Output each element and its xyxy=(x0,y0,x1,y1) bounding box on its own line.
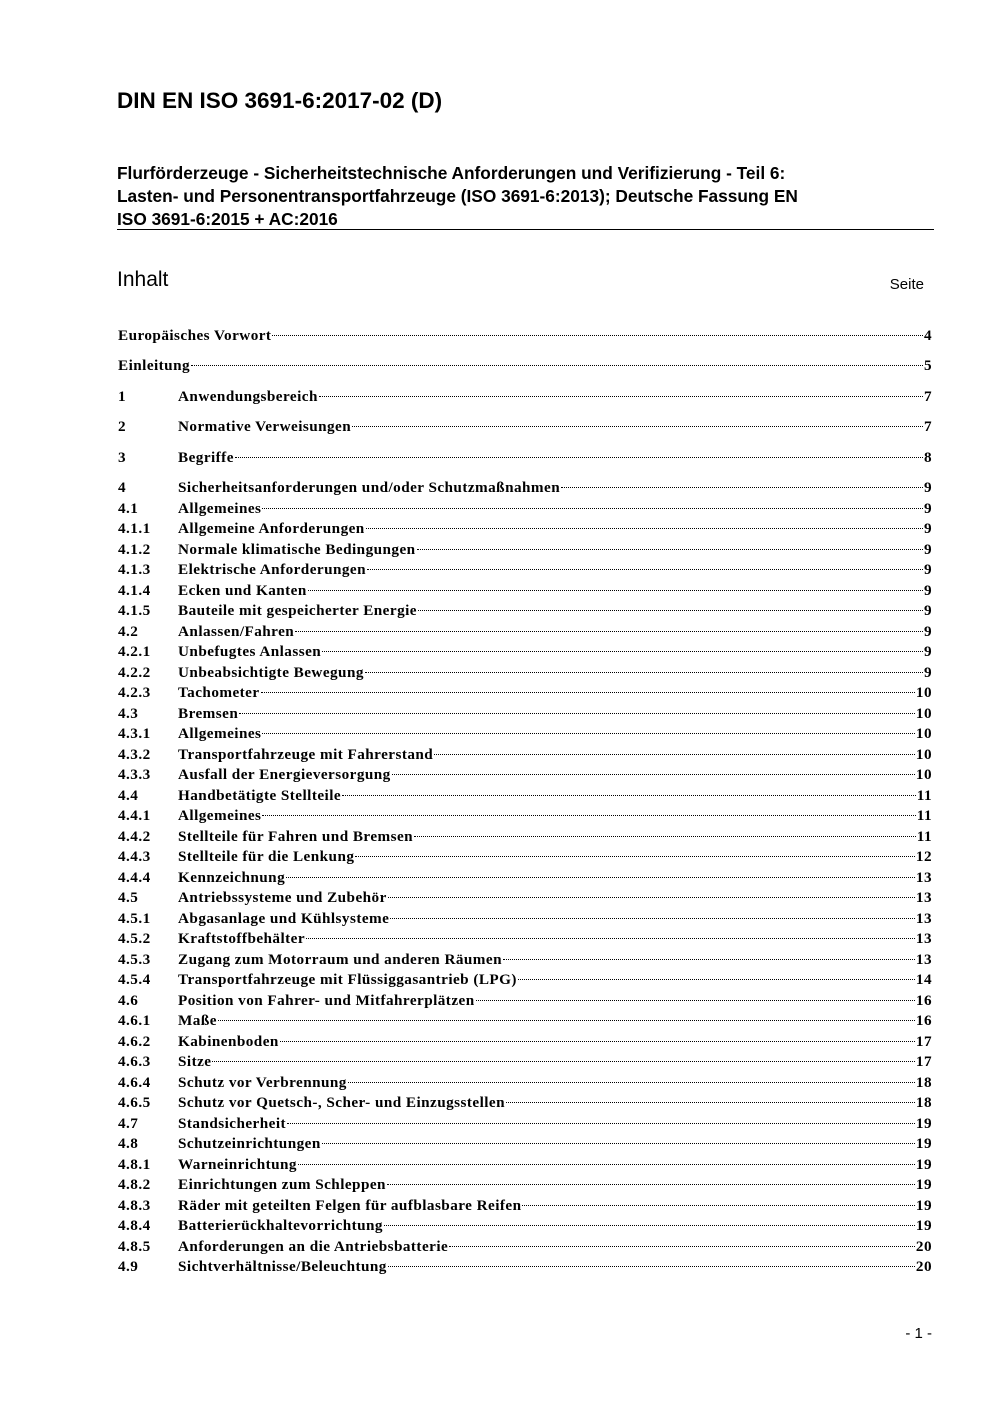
toc-entry-label: Tachometer xyxy=(178,684,260,701)
toc-entry-page: 4 xyxy=(923,327,932,344)
toc-entry-number: 4.2.1 xyxy=(118,643,151,660)
toc-dot-leader xyxy=(414,836,916,837)
toc-entry[interactable] xyxy=(118,387,932,407)
toc-dot-leader xyxy=(506,1102,915,1103)
toc-entry-page: 12 xyxy=(915,848,932,865)
toc-dot-leader xyxy=(348,1082,915,1083)
toc-entry[interactable] xyxy=(118,1175,932,1195)
toc-entry-page: 19 xyxy=(915,1217,932,1234)
toc-entry-label: Abgasanlage und Kühlsysteme xyxy=(178,909,390,927)
toc-entry-page: 19 xyxy=(915,1196,932,1214)
toc-entry-number: 4.2.2 xyxy=(118,663,151,681)
toc-dot-leader xyxy=(319,396,923,397)
toc-entry-label: Begriffe xyxy=(178,449,234,466)
toc-entry-number: 4 xyxy=(118,479,127,496)
toc-dot-leader xyxy=(298,1164,915,1165)
toc-entry-label: Kabinenboden xyxy=(178,1032,279,1050)
page-number: - 1 - xyxy=(905,1325,932,1342)
toc-dot-leader xyxy=(388,1266,915,1267)
toc-entry-number: 4.5.4 xyxy=(118,971,151,988)
toc-entry[interactable] xyxy=(118,745,932,765)
toc-entry-page: 10 xyxy=(915,725,932,742)
toc-entry-label: Schutz vor Verbrennung xyxy=(178,1073,347,1091)
title-divider xyxy=(117,229,934,230)
toc-entry-label: Antriebssysteme und Zubehör xyxy=(178,889,387,906)
toc-entry-number: 4.8 xyxy=(118,1135,139,1152)
document-title: DIN EN ISO 3691-6:2017-02 (D) xyxy=(117,88,443,113)
toc-entry-label: Ausfall der Energieversorgung xyxy=(178,766,391,783)
toc-entry-page: 9 xyxy=(923,561,932,578)
toc-entry-page: 19 xyxy=(915,1114,932,1132)
toc-entry-number: 4.4.1 xyxy=(118,807,151,824)
toc-entry[interactable] xyxy=(118,704,932,724)
toc-dot-leader xyxy=(434,754,915,755)
toc-entry-number: 4.8.1 xyxy=(118,1155,151,1173)
toc-entry-label: Transportfahrzeuge mit Flüssiggasantrieb (LPG) xyxy=(178,971,517,988)
toc-dot-leader xyxy=(518,979,915,980)
toc-entry[interactable] xyxy=(118,806,932,826)
toc-entry-number: 4.2.3 xyxy=(118,684,151,701)
toc-entry[interactable] xyxy=(118,1052,932,1072)
toc-entry[interactable] xyxy=(118,478,932,498)
toc-dot-leader xyxy=(388,897,915,898)
toc-entry-number: 4.1.5 xyxy=(118,602,151,619)
toc-entry-number: 1 xyxy=(118,388,127,405)
toc-entry-number: 4.1.4 xyxy=(118,581,151,599)
toc-entry[interactable] xyxy=(118,683,932,703)
toc-entry-page: 10 xyxy=(915,766,932,783)
toc-entry[interactable] xyxy=(118,499,932,519)
toc-entry[interactable] xyxy=(118,991,932,1011)
toc-entry-number: 4.8.2 xyxy=(118,1176,151,1193)
toc-entry-label: Kennzeichnung xyxy=(178,868,286,886)
toc-entry-label: Anwendungsbereich xyxy=(178,388,318,405)
toc-entry[interactable] xyxy=(118,1196,932,1216)
toc-entry[interactable] xyxy=(118,1114,932,1134)
toc-entry[interactable] xyxy=(118,663,932,683)
toc-entry[interactable] xyxy=(118,417,932,437)
toc-dot-leader xyxy=(218,1020,915,1021)
toc-entry-number: 4.4.3 xyxy=(118,848,151,865)
toc-dot-leader xyxy=(384,1225,915,1226)
toc-entry-page: 11 xyxy=(916,786,932,804)
toc-entry-page: 10 xyxy=(915,704,932,722)
toc-dot-leader xyxy=(191,365,923,366)
toc-entry-label: Europäisches Vorwort xyxy=(118,327,272,344)
toc-entry-label: Warneinrichtung xyxy=(178,1155,297,1173)
toc-entry-page: 10 xyxy=(915,745,932,763)
toc-entry-number: 4.6.3 xyxy=(118,1053,151,1070)
toc-entry[interactable] xyxy=(118,448,932,468)
toc-entry-number: 4.6.2 xyxy=(118,1032,151,1050)
toc-entry-label: Allgemeines xyxy=(178,725,262,742)
toc-entry[interactable] xyxy=(118,929,932,949)
toc-entry[interactable] xyxy=(118,847,932,867)
toc-dot-leader xyxy=(239,713,915,714)
subtitle-line: Flurförderzeuge - Sicherheitstechnische Anforderungen und Verifizierung - Teil 6: xyxy=(117,163,786,183)
toc-entry-page: 5 xyxy=(923,357,932,374)
toc-dot-leader xyxy=(365,672,923,673)
toc-entry-page: 18 xyxy=(915,1073,932,1091)
toc-entry-page: 20 xyxy=(915,1237,932,1255)
toc-entry-label: Unbeabsichtigte Bewegung xyxy=(178,663,364,681)
toc-dot-leader xyxy=(212,1061,914,1062)
toc-entry[interactable] xyxy=(118,724,932,744)
toc-entry-page: 19 xyxy=(915,1135,932,1152)
toc-dot-leader xyxy=(280,1041,915,1042)
toc-entry-page: 9 xyxy=(923,643,932,660)
toc-entry-number: 4.1.2 xyxy=(118,540,151,558)
toc-entry-label: Sichtverhältnisse/Beleuchtung xyxy=(178,1258,387,1275)
toc-entry-label: Sicherheitsanforderungen und/oder Schutzmaßnahmen xyxy=(178,479,561,496)
toc-dot-leader xyxy=(306,938,915,939)
toc-entry-number: 4.1.1 xyxy=(118,520,151,537)
toc-dot-leader xyxy=(367,569,923,570)
toc-entry[interactable] xyxy=(118,356,932,376)
toc-entry-label: Normale klimatische Bedingungen xyxy=(178,540,416,558)
toc-entry-label: Normative Verweisungen xyxy=(178,418,352,435)
toc-dot-leader xyxy=(417,549,923,550)
toc-entry-label: Maße xyxy=(178,1012,217,1029)
toc-entry-page: 13 xyxy=(915,909,932,927)
toc-entry-number: 4.3 xyxy=(118,704,139,722)
toc-entry-number: 4.7 xyxy=(118,1114,139,1132)
toc-entry-number: 4.3.1 xyxy=(118,725,151,742)
toc-dot-leader xyxy=(503,959,915,960)
toc-entry-page: 9 xyxy=(923,581,932,599)
toc-entry-label: Räder mit geteilten Felgen für aufblasbare Reifen xyxy=(178,1196,522,1214)
toc-dot-leader xyxy=(295,631,923,632)
toc-entry[interactable] xyxy=(118,1216,932,1236)
toc-entry-page: 14 xyxy=(915,971,932,988)
toc-dot-leader xyxy=(262,508,923,509)
toc-dot-leader xyxy=(261,692,915,693)
toc-entry[interactable] xyxy=(118,1073,932,1093)
toc-entry-page: 17 xyxy=(915,1032,932,1050)
toc-entry-label: Zugang zum Motorraum und anderen Räumen xyxy=(178,950,502,968)
toc-entry-label: Kraftstoffbehälter xyxy=(178,930,306,947)
toc-entry[interactable] xyxy=(118,622,932,642)
toc-dot-leader xyxy=(286,877,915,878)
toc-entry-number: 4.8.3 xyxy=(118,1196,151,1214)
toc-entry-page: 11 xyxy=(916,827,932,845)
toc-entry-page: 16 xyxy=(915,1012,932,1029)
toc-entry-number: 4.5 xyxy=(118,889,139,906)
toc-entry[interactable] xyxy=(118,642,932,662)
toc-entry-label: Standsicherheit xyxy=(178,1114,287,1132)
toc-entry[interactable] xyxy=(118,970,932,990)
toc-entry-number: 4.6.5 xyxy=(118,1094,151,1111)
toc-entry[interactable] xyxy=(118,1237,932,1257)
toc-entry-number: 2 xyxy=(118,418,127,435)
toc-entry-number: 4.8.5 xyxy=(118,1237,151,1255)
toc-entry-number: 4.6 xyxy=(118,991,139,1009)
toc-dot-leader xyxy=(272,335,923,336)
toc-dot-leader xyxy=(262,733,915,734)
toc-entry[interactable] xyxy=(118,326,932,346)
toc-entry[interactable] xyxy=(118,950,932,970)
toc-entry-number: 4.3.3 xyxy=(118,766,151,783)
toc-entry[interactable] xyxy=(118,868,932,888)
toc-dot-leader xyxy=(262,815,915,816)
toc-heading: Inhalt xyxy=(117,268,169,291)
toc-entry-page: 9 xyxy=(923,622,932,640)
toc-entry-label: Ecken und Kanten xyxy=(178,581,307,599)
toc-entry-page: 9 xyxy=(923,479,932,496)
toc-entry-number: 4.5.3 xyxy=(118,950,151,968)
toc-entry[interactable] xyxy=(118,1257,932,1277)
toc-entry-label: Schutz vor Quetsch-, Scher- und Einzugsstellen xyxy=(178,1094,506,1111)
toc-entry-page: 20 xyxy=(915,1258,932,1275)
toc-entry-label: Allgemeines xyxy=(178,807,262,824)
toc-entry-number: 4.9 xyxy=(118,1258,139,1275)
toc-entry-label: Transportfahrzeuge mit Fahrerstand xyxy=(178,745,434,763)
toc-entry[interactable] xyxy=(118,827,932,847)
toc-dot-leader xyxy=(392,774,915,775)
toc-entry-page: 18 xyxy=(915,1094,932,1111)
toc-entry[interactable] xyxy=(118,765,932,785)
toc-entry[interactable] xyxy=(118,519,932,539)
toc-entry-label: Allgemeines xyxy=(178,499,262,517)
toc-entry[interactable] xyxy=(118,1093,932,1113)
toc-entry[interactable] xyxy=(118,601,932,621)
toc-entry-label: Stellteile für die Lenkung xyxy=(178,848,355,865)
toc-entry[interactable] xyxy=(118,1011,932,1031)
toc-entry-page: 19 xyxy=(915,1155,932,1173)
toc-entry-page: 11 xyxy=(916,807,932,824)
subtitle-line: ISO 3691-6:2015 + AC:2016 xyxy=(117,209,338,229)
toc-entry-page: 9 xyxy=(923,499,932,517)
toc-entry-page: 9 xyxy=(923,602,932,619)
toc-dot-leader xyxy=(449,1246,915,1247)
toc-entry[interactable] xyxy=(118,540,932,560)
subtitle-line: Lasten- und Personentransportfahrzeuge (ISO 3691-6:2013); Deutsche Fassung EN xyxy=(117,186,798,206)
toc-entry-label: Anlassen/Fahren xyxy=(178,622,295,640)
toc-page-column-label: Seite xyxy=(889,276,924,293)
toc-dot-leader xyxy=(387,1184,915,1185)
toc-entry-label: Elektrische Anforderungen xyxy=(178,561,367,578)
toc-entry-label: Batterierückhaltevorrichtung xyxy=(178,1217,383,1234)
toc-dot-leader xyxy=(342,795,916,796)
toc-entry[interactable] xyxy=(118,1134,932,1154)
toc-entry-page: 16 xyxy=(915,991,932,1009)
document-subtitle xyxy=(117,162,933,231)
toc-entry-page: 10 xyxy=(915,684,932,701)
toc-entry[interactable] xyxy=(118,1032,932,1052)
toc-entry-page: 8 xyxy=(923,449,932,466)
toc-entry-number: 4.2 xyxy=(118,622,139,640)
toc-entry-page: 19 xyxy=(915,1176,932,1193)
toc-entry-number: 4.1 xyxy=(118,499,139,517)
toc-entry-number: 4.4.4 xyxy=(118,868,151,886)
toc-dot-leader xyxy=(476,1000,915,1001)
toc-entry-page: 9 xyxy=(923,540,932,558)
toc-entry-number: 3 xyxy=(118,449,127,466)
toc-dot-leader xyxy=(287,1123,915,1124)
toc-dot-leader xyxy=(390,918,915,919)
toc-dot-leader xyxy=(235,457,923,458)
toc-entry-number: 4.5.1 xyxy=(118,909,151,927)
toc-entry-label: Handbetätigte Stellteile xyxy=(178,786,342,804)
toc-entry[interactable] xyxy=(118,560,932,580)
toc-entry-label: Einleitung xyxy=(118,357,191,374)
toc-entry[interactable] xyxy=(118,888,932,908)
toc-entry-page: 13 xyxy=(915,889,932,906)
toc-entry-label: Allgemeine Anforderungen xyxy=(178,520,365,537)
toc-entry-label: Position von Fahrer- und Mitfahrerplätzen xyxy=(178,991,475,1009)
toc-dot-leader xyxy=(522,1205,914,1206)
toc-entry-number: 4.4.2 xyxy=(118,827,151,845)
toc-entry-number: 4.1.3 xyxy=(118,561,151,578)
toc-dot-leader xyxy=(322,651,923,652)
toc-entry-page: 13 xyxy=(915,930,932,947)
toc-entry-page: 13 xyxy=(915,868,932,886)
toc-entry[interactable] xyxy=(118,909,932,929)
toc-entry[interactable] xyxy=(118,786,932,806)
toc-entry-label: Sitze xyxy=(178,1053,212,1070)
toc-dot-leader xyxy=(355,856,915,857)
toc-entry-number: 4.4 xyxy=(118,786,139,804)
toc-entry-label: Unbefugtes Anlassen xyxy=(178,643,322,660)
toc-dot-leader xyxy=(418,610,923,611)
toc-entry-number: 4.6.1 xyxy=(118,1012,151,1029)
toc-dot-leader xyxy=(352,426,923,427)
toc-entry-page: 9 xyxy=(923,520,932,537)
toc-entry[interactable] xyxy=(118,1155,932,1175)
toc-dot-leader xyxy=(561,487,923,488)
toc-entry-label: Anforderungen an die Antriebsbatterie xyxy=(178,1237,449,1255)
toc-entry-number: 4.6.4 xyxy=(118,1073,151,1091)
toc-dot-leader xyxy=(366,528,923,529)
toc-entry-label: Stellteile für Fahren und Bremsen xyxy=(178,827,414,845)
toc-entry-label: Bauteile mit gespeicherter Energie xyxy=(178,602,417,619)
toc-dot-leader xyxy=(308,590,923,591)
toc-entry-label: Einrichtungen zum Schleppen xyxy=(178,1176,386,1193)
toc-entry-page: 7 xyxy=(923,388,932,405)
toc-dot-leader xyxy=(322,1143,915,1144)
toc-entry-label: Bremsen xyxy=(178,704,239,722)
toc-entry[interactable] xyxy=(118,581,932,601)
toc-entry-number: 4.3.2 xyxy=(118,745,151,763)
toc-entry-number: 4.5.2 xyxy=(118,930,151,947)
toc-entry-page: 13 xyxy=(915,950,932,968)
toc-entry-page: 9 xyxy=(923,663,932,681)
toc-entry-page: 17 xyxy=(915,1053,932,1070)
toc-entry-number: 4.8.4 xyxy=(118,1217,151,1234)
toc-entry-label: Schutzeinrichtungen xyxy=(178,1135,321,1152)
toc-entry-page: 7 xyxy=(923,418,932,435)
